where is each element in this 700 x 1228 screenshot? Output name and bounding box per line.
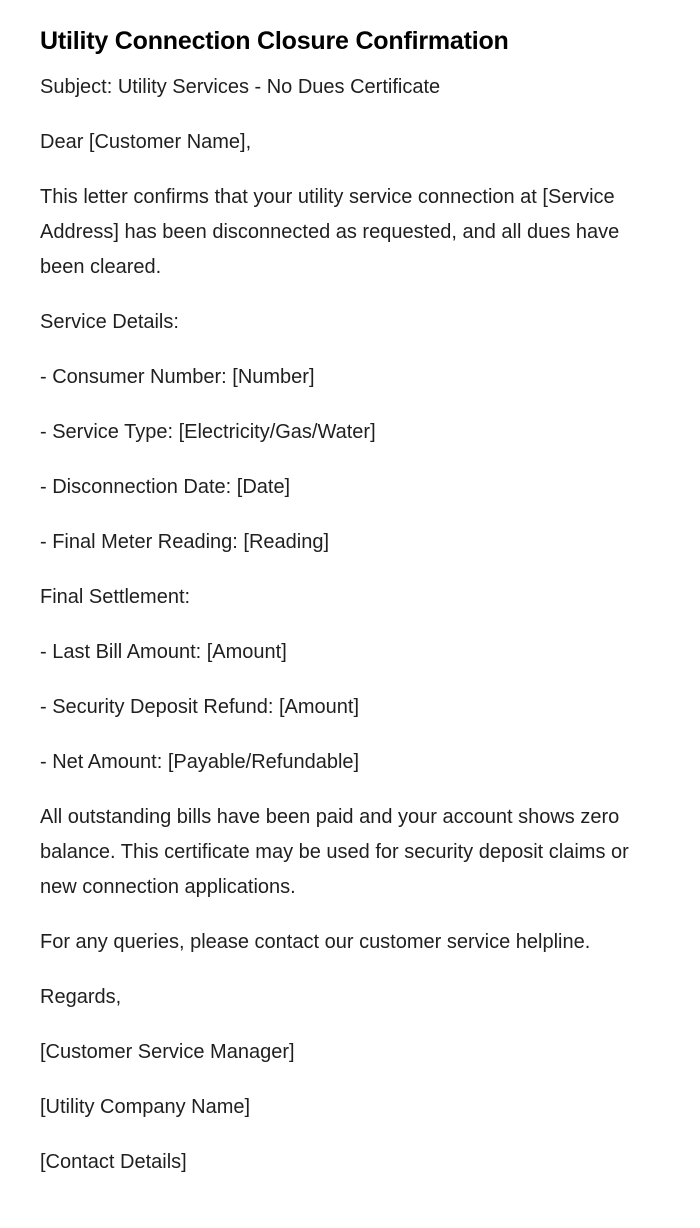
- service-detail-item: - Consumer Number: [Number]: [40, 366, 315, 388]
- service-detail-item: - Service Type: [Electricity/Gas/Water]: [40, 421, 376, 443]
- signature-name: [Customer Service Manager]: [40, 1041, 295, 1063]
- final-settlement-heading: Final Settlement:: [40, 586, 191, 608]
- document-title: Utility Connection Closure Confirmation: [40, 27, 509, 55]
- settlement-item: - Security Deposit Refund: [Amount]: [40, 696, 360, 718]
- service-detail-item: - Final Meter Reading: [Reading]: [40, 531, 330, 553]
- queries-paragraph: For any queries, please contact our customer service helpline.: [40, 931, 591, 953]
- service-detail-item: - Disconnection Date: [Date]: [40, 476, 291, 498]
- signature-contact: [Contact Details]: [40, 1151, 187, 1173]
- salutation: Dear [Customer Name],: [40, 131, 252, 153]
- body-paragraph: All outstanding bills have been paid and your account shows zero balance. This certificate may be used for security deposit claims or new connection applications.: [40, 806, 629, 898]
- closing: Regards,: [40, 986, 122, 1008]
- subject-line: Subject: Utility Services - No Dues Certificate: [40, 76, 441, 98]
- service-details-heading: Service Details:: [40, 311, 179, 333]
- signature-company: [Utility Company Name]: [40, 1096, 251, 1118]
- intro-paragraph: This letter confirms that your utility service connection at [Service Address] has been disconnected as requested, and all dues have been cleared.: [40, 186, 620, 278]
- settlement-item: - Net Amount: [Payable/Refundable]: [40, 751, 360, 773]
- settlement-item: - Last Bill Amount: [Amount]: [40, 641, 287, 663]
